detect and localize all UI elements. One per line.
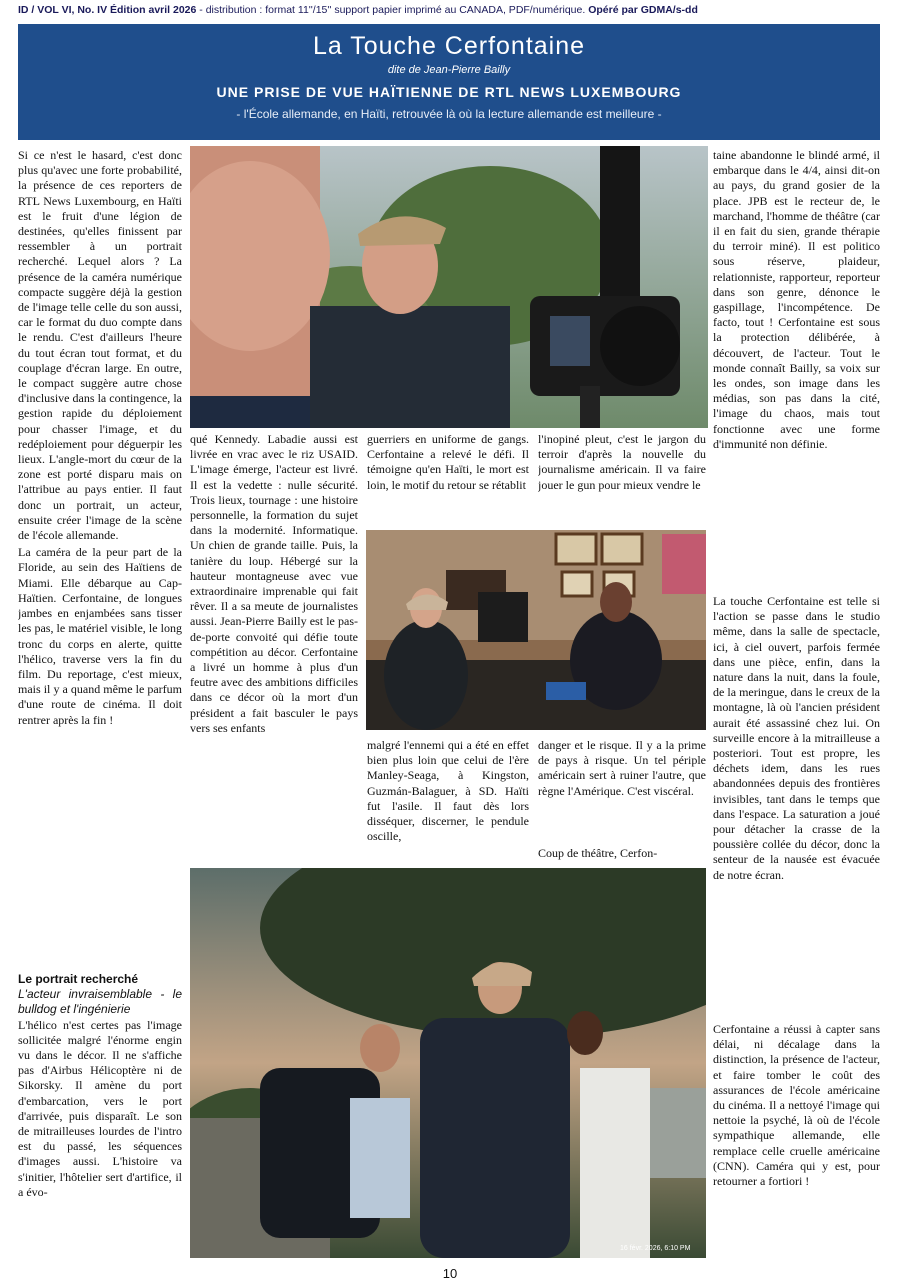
- byline: dite de Jean-Pierre Bailly: [387, 64, 511, 76]
- paragraph-cerfontaine-4x4: taine abandonne le blindé armé, il embarque dans le 4/4, ainsi dit-on au pays, du grand gosier de la place. JPB est le recteur de, le marchand, l'homme de théâtre (car il en fait du sien, grande thérapie du terroir miné). Il est politico sous réserve, plaideur, relationniste, rapporteur, reporteur dans son genre, dénonce le gaspillage, l'incompétence. De facto, tout ! Cerfontaine est sous la protection délibérée, à découvert, de l'acteur. Tout le monde connaît Bailly, sa voix sur les ondes, son image dans les médias, son pas dans la cité, l'image du chaos, mais tout fonctionne avec une forme d'immunité non définie.: [713, 148, 880, 451]
- paragraph-camera: La caméra de la peur part de la Floride, au sein des Haïtiens de Miami. Elle débarque au Cap-Haïtien. Cerfontaine, de longues jambes en enjambées sans tisser les pas, le matériel visible, le long tronc du corps en alerte, quitte l'hélico, traverse vers la fin du film. Du reportage, c'est mieux, mais il y a quand même le parfum d'une route de cinéma. Il doit rentrer après la fin !: [18, 545, 182, 727]
- column-4-last: [538, 846, 706, 864]
- column-2: [190, 432, 358, 862]
- paragraph-reussi: Cerfontaine a réussi à capter sans délai, ni décalage dans la distinction, la présence de l'acteur, et faire tomber le coût des assurances de l'école américaine du cinéma. Il a nettoyé l'image qui nettoie la psyché, là où de l'école sympathique allemande, elle remplace celle cruelle américaine (CNN). Caméra qui y est, pour retourner a fortiori !: [713, 1022, 880, 1189]
- page-number: 10: [442, 1266, 458, 1281]
- column-5-c: [713, 1022, 880, 1262]
- photo-filming-image: [190, 146, 708, 428]
- page-title: La Touche Cerfontaine: [312, 32, 586, 60]
- paragraph-kennedy: qué Kennedy. Labadie aussi est livrée en vrac avec le riz USAID. L'image émerge, l'acteur est livré. Il est la vedette : nulle sécurité. Trois lieux, tournage : une histoire personnelle, la formation du sujet dans la modernité. Informatique. Un chien de grande taille. Puis, la tanière du loup. Hébergé sur la hauteur montagneuse avec vue extraordinaire imprenable qui fait rêver. Il a sa meute de journalistes aussi. Jean-Pierre Bailly est le pas-de-porte convoité qui défie toute compétition au décor. Cerfontaine a livré un homme à plus d'un feutre avec des ambitions difficiles dans ce décor où la mort d'un président a fait basculer le pays vers ses enfants: [190, 432, 358, 735]
- publication-meta: [18, 4, 888, 16]
- photo-office-image: [366, 530, 706, 730]
- section-heading: Le portrait recherché: [18, 972, 139, 986]
- column-4-bottom: [538, 738, 706, 830]
- section-subheading: L'acteur invraisemblable - le bulldog et l'ingénierie: [18, 987, 182, 1017]
- paragraph-intro: Si ce n'est le hasard, c'est donc plus qu'avec une forte probabilité, la présence de ces reporters de RTL News Luxembourg, en Haïti est le fruit d'une légion de destinées, qu'elles finissent par ressembler à un portrait recherché. Lequel alors ? La présence de la caméra numérique compacte suggère déjà la gestion de l'image telle celle du son aussi, car le format du duo compte dans le rendu. C'est d'ailleurs l'heure du tout écran tout format, et du couplage d'écran large. En outre, le compact suggère autre chose d'inclusive dans la contingence, la gestion rapide du déploiement pour chasser l'image, et du redéploiement pour déguerpir les lieux. L'angle-mort du cœur de la zone est porté disparu mais on l'attribue au pays entier. Il faut donc un portrait, un acteur, ensuite créer l'image de la scène de l'école allemande.: [18, 148, 182, 543]
- meta-distribution: - distribution : format 11''/15'' support papier imprimé au CANADA, PDF/numérique.: [196, 4, 589, 16]
- meta-operator: Opéré par GDMA/s-dd: [588, 4, 698, 16]
- column-5-b: [713, 594, 880, 1010]
- meta-issue: ID / VOL VI, No. IV Édition avril 2026: [18, 4, 197, 16]
- photo-outdoor-group: [190, 868, 706, 1258]
- paragraph-touche: La touche Cerfontaine est telle si l'action se passe dans le studio même, dans la salle de spectacle, ici, à ciel ouvert, parfois fermée dans une pièce, enfin, dans la nature dans la nuit, dans la foule, de la meringue, dans le creux de la montagne, là où l'ancien président aurait été assassiné chez lui. On surveille encore à la mitrailleuse a posteriori. Tout est propre, les déchets idem, dans les rues abandonnées depuis des frontières invisibles, tant dans le temps que dans l'espace. La saturation a joué pour détacher la crasse de la poussière collée du décor, donc la senteur de la nausée est évacuée de notre écran.: [713, 594, 880, 882]
- column-4-top: [538, 432, 706, 524]
- column-1: [18, 148, 182, 960]
- paragraph-gangs: guerriers en uniforme de gangs. Cerfontaine a relevé le défi. Il témoigne qu'en Haïti, le mort est loin, le motif du retour se rétablit: [367, 432, 529, 492]
- column-1-bottom: [18, 972, 182, 1262]
- photo-filming-scene: [190, 146, 708, 428]
- paragraph-helico: L'hélico n'est certes pas l'image sollicitée malgré l'énorme engin vu dans le décor. Il ne s'affiche pas d'Airbus Hélicoptère ni de Sikorsky. Il amène du port d'embarcation, vers le port d'arrivée, puis disparaît. Le son de mitrailleuses lourdes de l'intro est du passé, les séquences d'images aussi. L'histoire va s'initier, l'hôtelier sert d'artifice, il a évo-: [18, 1017, 182, 1199]
- photo-timestamp: 16 févr. 2026, 6:10 PM: [620, 1245, 691, 1252]
- title-banner: [18, 24, 880, 140]
- subtitle: UNE PRISE DE VUE HAÏTIENNE DE RTL NEWS LUXEMBOURG: [216, 84, 682, 100]
- photo-office-interview: [366, 530, 706, 730]
- paragraph-ennemi: malgré l'ennemi qui a été en effet bien plus loin que celui de l'ère Manley-Seaga, à Kingston, Guzmán-Balaguer, à SD. Haïti fut l'asile. Il faut dès lors disséquer, discerner, le pendule oscille,: [367, 738, 529, 844]
- column-5-a: [713, 148, 880, 573]
- column-3-top: [367, 432, 529, 524]
- tagline: - l'École allemande, en Haïti, retrouvée là où la lecture allemande est meilleure -: [236, 107, 662, 121]
- photo-outdoor-image: [190, 868, 706, 1258]
- paragraph-coup: Coup de théâtre, Cerfon-: [538, 846, 658, 860]
- paragraph-danger: danger et le risque. Il y a la prime de pays à risque. Un tel périple américain sert à ruiner l'autre, que règne l'Amérique. C'est viscéral.: [538, 738, 706, 798]
- column-3-bottom: [367, 738, 529, 862]
- paragraph-jargon: l'inopiné pleut, c'est le jargon du terroir d'après la nouvelle du journalisme américain. Il va faire jouer le gun pour mieux vendre le: [538, 432, 706, 492]
